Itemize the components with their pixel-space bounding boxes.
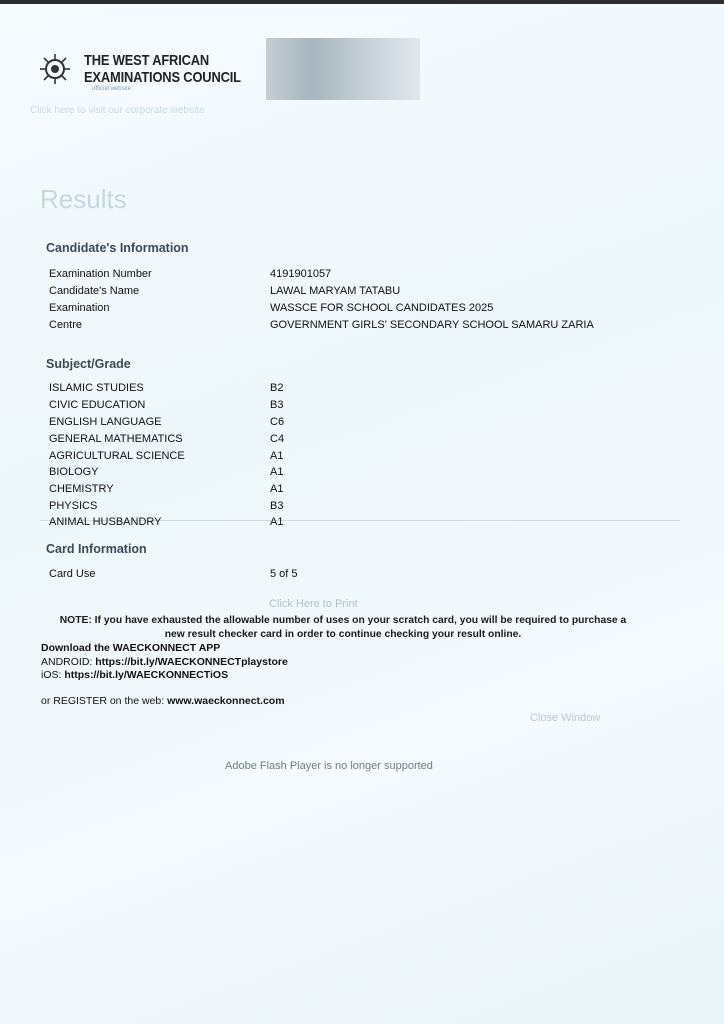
org-name-line2: EXAMINATIONS COUNCIL — [84, 69, 241, 86]
subject-grade: B3 — [270, 399, 284, 411]
row-value: WASSCE FOR SCHOOL CANDIDATES 2025 — [270, 302, 494, 314]
subject-name: ISLAMIC STUDIES — [49, 382, 144, 394]
register-text: or REGISTER on the web: — [41, 695, 168, 707]
candidate-info-heading: Candidate's Information — [46, 241, 189, 255]
page-title: Results — [40, 184, 127, 214]
row-label: Card Use — [49, 568, 96, 580]
row-label: Examination Number — [49, 268, 152, 280]
org-name-line1: THE WEST AFRICAN — [84, 52, 210, 69]
subject-name: ENGLISH LANGUAGE — [49, 416, 162, 428]
android-line — [41, 656, 288, 670]
subject-grade: C4 — [270, 433, 285, 445]
note-label: NOTE: — [59, 615, 92, 626]
row-value: GOVERNMENT GIRLS' SECONDARY SCHOOL SAMARU ZARIA — [270, 319, 594, 331]
subject-name: CIVIC EDUCATION — [49, 399, 146, 411]
org-subtitle: official website — [92, 86, 131, 92]
app-download-title: Download the WAECKONNECT APP — [41, 642, 221, 654]
subject-grade: B2 — [270, 382, 284, 394]
subject-name: GENERAL MATHEMATICS — [49, 433, 183, 445]
scratch-card-note — [58, 614, 628, 642]
header-banner-image — [266, 38, 420, 100]
close-window-link[interactable]: Close Window — [530, 712, 601, 724]
note-text: If you have exhausted the allowable number of uses on your scratch card, you will be required to purchase a new result checker card in order to continue checking your result online. — [94, 615, 627, 640]
ios-line — [41, 669, 288, 683]
row-value: LAWAL MARYAM TATABU — [270, 285, 401, 297]
subject-grade: A1 — [270, 450, 284, 462]
row-label: Candidate's Name — [49, 285, 140, 297]
card-info-heading: Card Information — [46, 542, 147, 556]
android-link[interactable]: https://bit.ly/WAECKONNECTplaystore — [95, 655, 288, 668]
flash-player-message: Adobe Flash Player is no longer supported — [225, 760, 433, 772]
row-label: Centre — [49, 319, 83, 331]
print-link[interactable]: Click Here to Print — [269, 598, 358, 610]
subject-grade: A1 — [270, 516, 284, 528]
subject-name: ANIMAL HUSBANDRY — [49, 516, 162, 528]
subject-name: PHYSICS — [49, 500, 98, 512]
page-top-edge — [0, 0, 724, 4]
row-value: 4191901057 — [270, 268, 332, 280]
app-download-block — [41, 642, 288, 683]
subject-name: AGRICULTURAL SCIENCE — [49, 450, 185, 462]
row-label: Examination — [49, 302, 110, 314]
subject-grade: B3 — [270, 500, 284, 512]
ios-label: iOS: — [41, 669, 65, 681]
subject-grade: A1 — [270, 466, 284, 478]
register-link[interactable]: www.waeckonnect.com — [167, 695, 285, 707]
subject-grade-heading: Subject/Grade — [46, 357, 131, 371]
ios-link[interactable]: https://bit.ly/WAECKONNECTiOS — [64, 669, 229, 681]
register-line — [41, 695, 285, 707]
android-label: ANDROID: — [41, 655, 96, 668]
corporate-website-link[interactable]: Click here to visit our corporate website — [30, 105, 205, 116]
subject-grade: C6 — [270, 416, 285, 428]
subject-name: CHEMISTRY — [49, 483, 114, 495]
waec-logo-icon — [36, 52, 74, 86]
subject-name: BIOLOGY — [49, 466, 99, 478]
card-use-value: 5 of 5 — [270, 568, 298, 580]
organization-name — [84, 52, 247, 86]
subject-grade: A1 — [270, 483, 284, 495]
